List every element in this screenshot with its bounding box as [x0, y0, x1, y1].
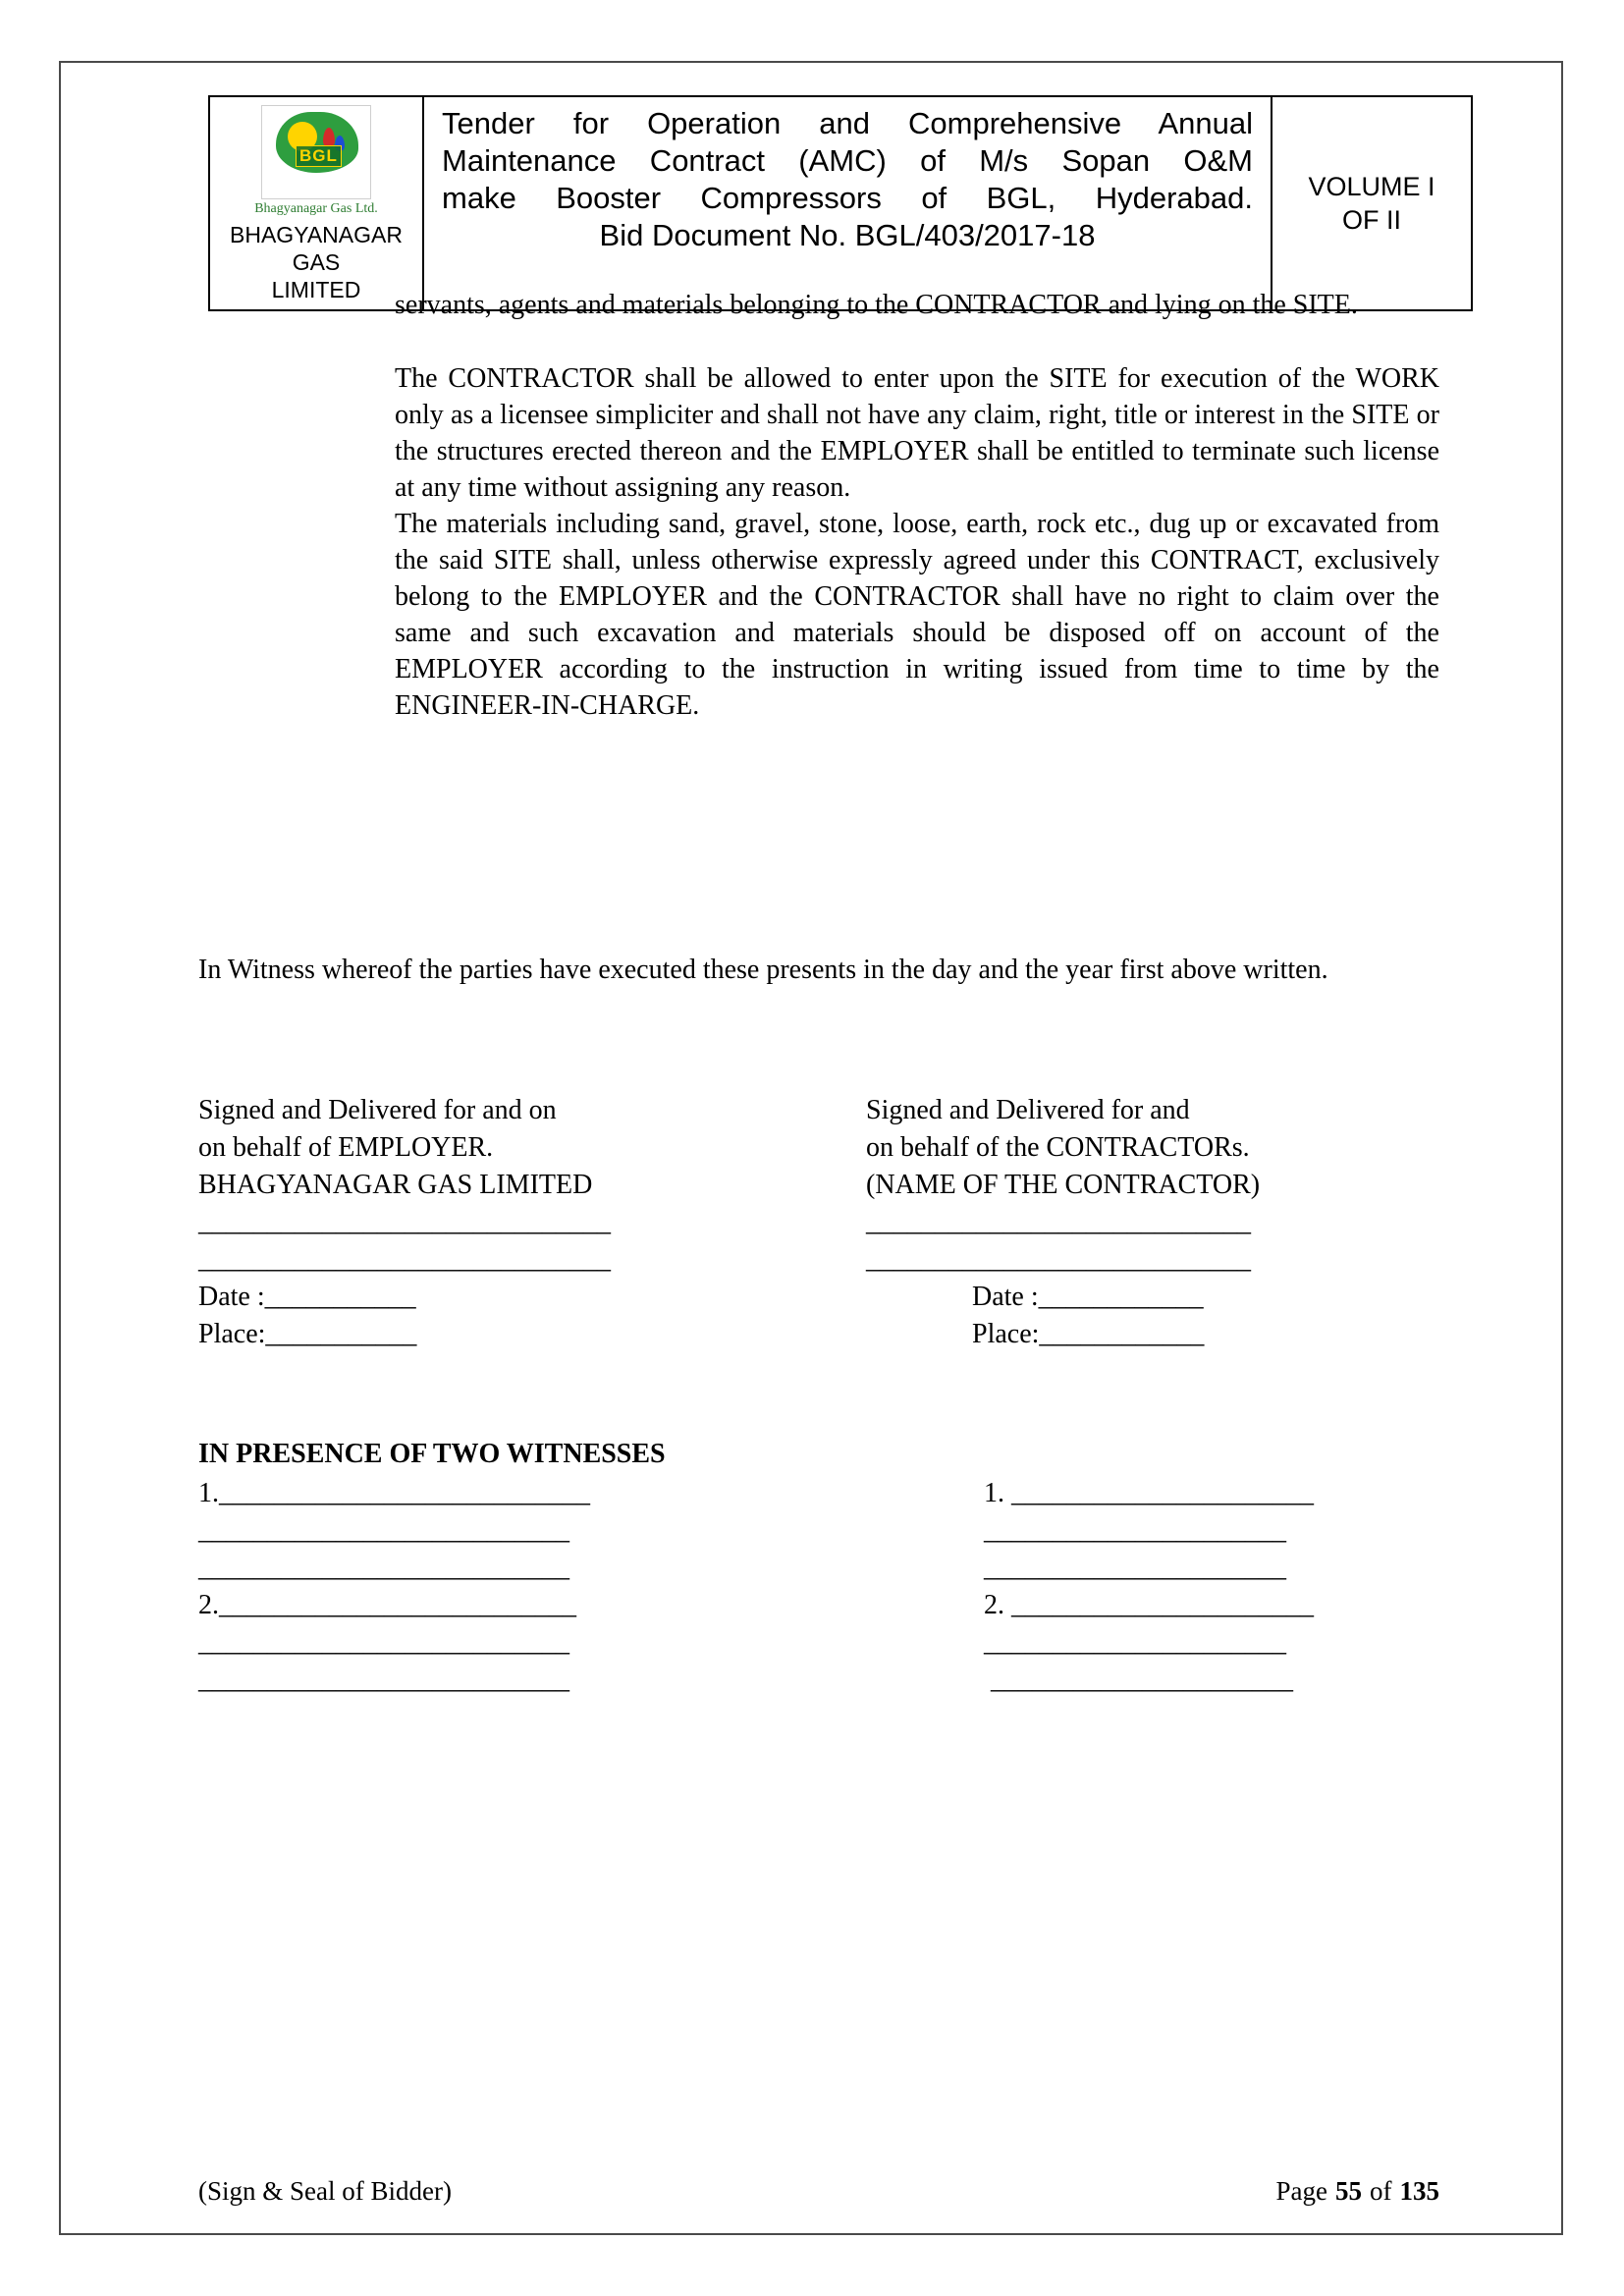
paragraph-contractor-license: The CONTRACTOR shall be allowed to enter upon the SITE for execution of the WORK only as a licensee simpliciter and shall not have any claim, right, title or interest in the SITE or the structures erected thereon and the EMPLOYER shall be entitled to terminate such license at any time without assigning any reason.: [395, 363, 1439, 503]
logo-brand-text: BGL: [296, 145, 342, 167]
employer-sig-line-2: on behalf of EMPLOYER.: [198, 1132, 494, 1163]
page-border-frame: [59, 61, 1563, 2235]
page-word: Page: [1275, 2176, 1327, 2206]
witness-left-line-3: ___________________________: [198, 1553, 569, 1583]
witness-right-line-4: 2. ______________________: [984, 1590, 1314, 1620]
page-number-indicator: [1276, 2176, 1439, 2207]
paragraph-servants: servants, agents and materials belonging to the CONTRACTOR and lying on the SITE.: [395, 290, 1358, 320]
contractor-signature-blank-1: ____________________________: [866, 1207, 1251, 1237]
company-name: [216, 221, 416, 303]
witness-left-line-5: ___________________________: [198, 1627, 569, 1658]
employer-date-field: Date :___________: [198, 1282, 416, 1312]
company-name-line1: BHAGYANAGAR GAS: [230, 222, 403, 275]
witness-right-line-6: ______________________: [984, 1665, 1293, 1695]
contractor-sig-line-3: (NAME OF THE CONTRACTOR): [866, 1170, 1261, 1200]
employer-place-field: Place:___________: [198, 1319, 417, 1349]
witness-left-line-1: 1.___________________________: [198, 1478, 590, 1508]
contractor-signature-blank-2: ____________________________: [866, 1244, 1251, 1275]
volume-cell: [1271, 97, 1471, 309]
contractor-date-field: Date :____________: [972, 1282, 1204, 1312]
contractor-sig-line-1: Signed and Delivered for and: [866, 1095, 1190, 1125]
witness-left-line-6: ___________________________: [198, 1665, 569, 1695]
contractor-signature-block: [866, 1092, 1439, 1353]
signature-section: [198, 1092, 1439, 1353]
witness-left-line-4: 2.__________________________: [198, 1590, 576, 1620]
paragraph-in-witness: In Witness whereof the parties have executed these presents in the day and the year first above written.: [198, 955, 1328, 985]
body-indented-block: [395, 287, 1439, 724]
witness-columns: [198, 1475, 1439, 1699]
sign-seal-note: (Sign & Seal of Bidder): [198, 2176, 452, 2206]
witness-right-line-2: ______________________: [984, 1515, 1286, 1546]
volume-line-1: VOLUME I: [1308, 172, 1435, 201]
tender-title-line-1: Tender for Operation and Comprehensive Annual: [442, 106, 1253, 140]
witness-right-line-1: 1. ______________________: [984, 1478, 1314, 1508]
logo-subtitle: Bhagyanagar Gas Ltd.: [254, 201, 378, 216]
page-number: 55: [1335, 2176, 1362, 2206]
tender-title-cell: [424, 97, 1271, 309]
tender-title-line-2: Maintenance Contract (AMC) of M/s Sopan O&M: [442, 143, 1253, 178]
contractor-place-field: Place:____________: [972, 1319, 1205, 1349]
logo-flame-red-icon: [323, 128, 335, 147]
logo-cell: [210, 97, 424, 309]
company-name-line2: LIMITED: [271, 277, 361, 302]
witness-right-line-5: ______________________: [984, 1627, 1286, 1658]
witness-right-line-3: ______________________: [984, 1553, 1286, 1583]
employer-signature-blank-1: ______________________________: [198, 1207, 611, 1237]
contractor-sig-line-2: on behalf of the CONTRACTORs.: [866, 1132, 1250, 1163]
of-word: of: [1370, 2176, 1392, 2206]
witness-column-right: [866, 1475, 1439, 1699]
tender-title-line-3: make Booster Compressors of BGL, Hyderabad.: [442, 181, 1253, 215]
witnesses-heading: IN PRESENCE OF TWO WITNESSES: [198, 1439, 666, 1469]
paragraph-materials: The materials including sand, gravel, stone, loose, earth, rock etc., dug up or excavated from the said SITE shall, unless otherwise expressly agreed under this CONTRACT, exclusively belong to the EMPLOYER and the CONTRACTOR shall have no right to claim over the same and such excavation and materials should be disposed off on account of the EMPLOYER according to the instruction in writing issued from time to time by the ENGINEER-IN-CHARGE.: [395, 509, 1439, 721]
bid-document-number: Bid Document No. BGL/403/2017-18: [599, 218, 1096, 252]
header-table: [208, 95, 1473, 311]
employer-sig-line-3: BHAGYANAGAR GAS LIMITED: [198, 1170, 593, 1200]
witness-left-line-2: ___________________________: [198, 1515, 569, 1546]
company-logo: [261, 105, 371, 199]
employer-sig-line-1: Signed and Delivered for and on: [198, 1095, 557, 1125]
witness-column-left: [198, 1475, 866, 1699]
page-footer: [198, 2176, 1439, 2207]
witnesses-section: [198, 1436, 1439, 1699]
employer-signature-block: [198, 1092, 866, 1353]
employer-signature-blank-2: ______________________________: [198, 1244, 611, 1275]
volume-line-2: OF II: [1342, 205, 1401, 235]
page-total: 135: [1399, 2176, 1439, 2206]
